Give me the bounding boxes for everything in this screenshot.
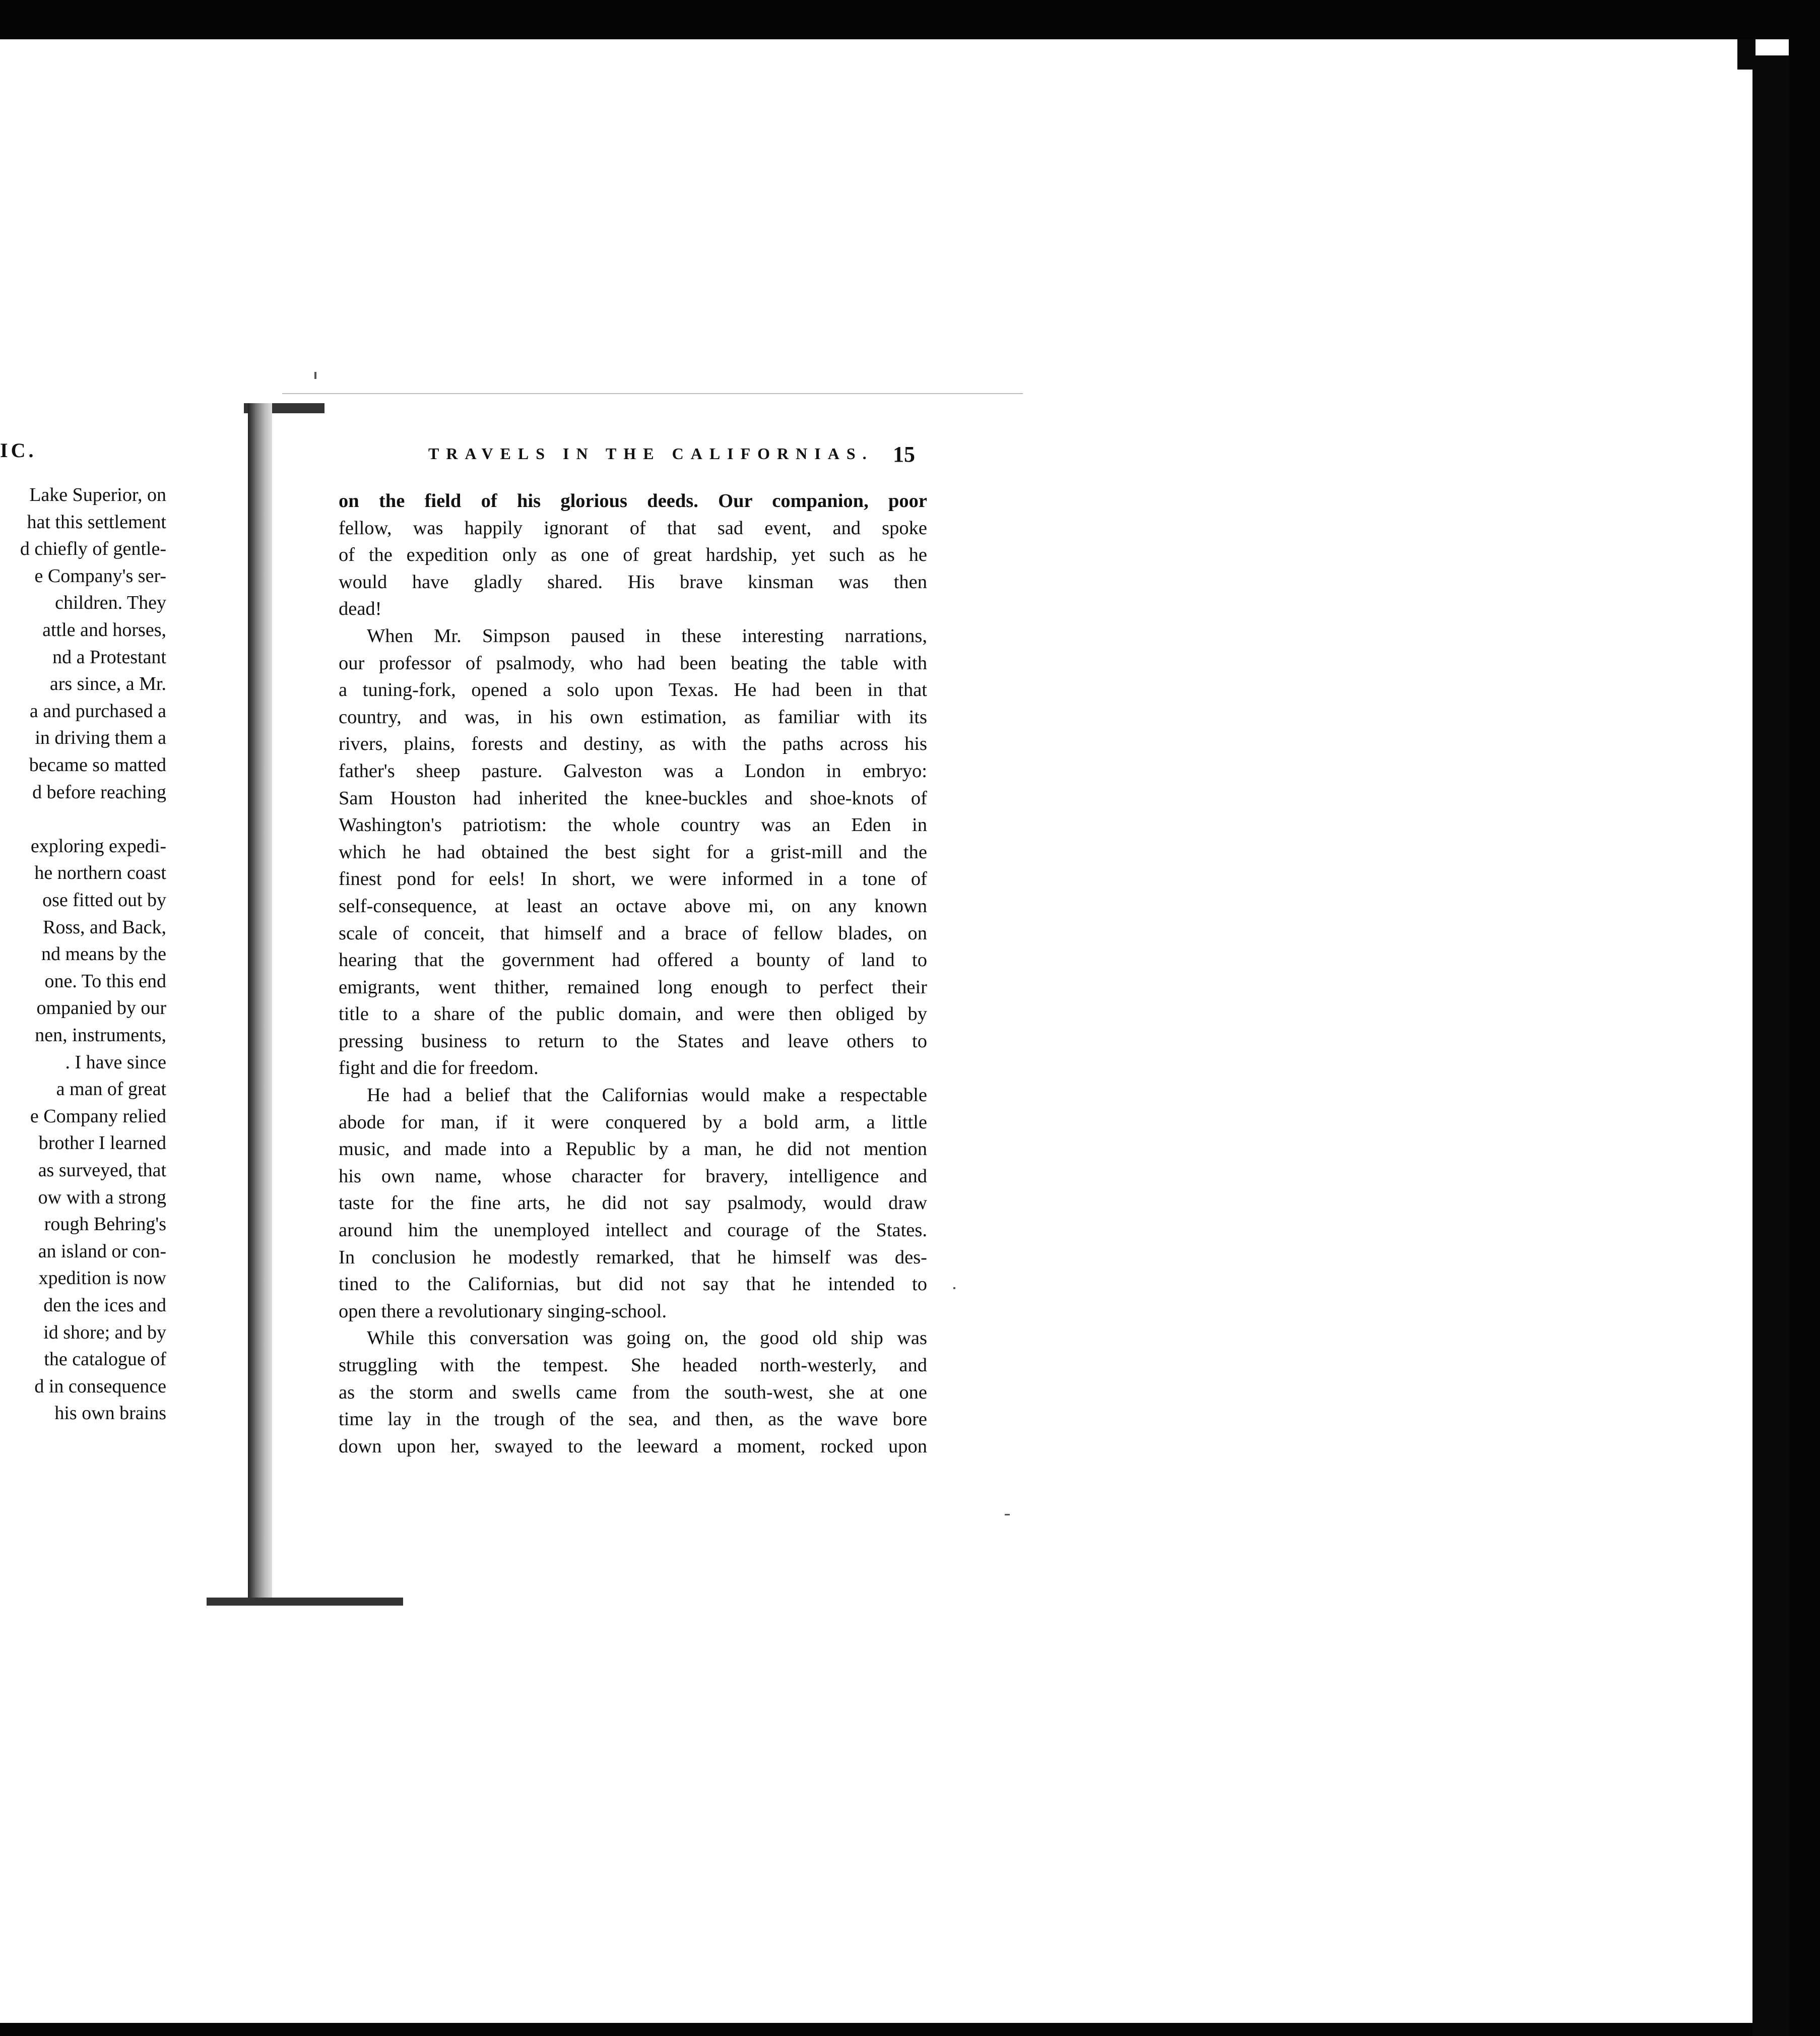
page-edge-notch (1737, 39, 1756, 70)
left-page-line: e Company relied (30, 1105, 166, 1127)
left-page-line: ompanied by our (36, 997, 166, 1019)
left-page-line: id shore; and by (43, 1321, 166, 1343)
left-page-line: his own brains (54, 1403, 166, 1424)
left-page-line: ow with a strong (38, 1186, 166, 1208)
text-line: struggling with the tempest. She headed north-westerly, and (339, 1355, 927, 1376)
left-page-line: a man of great (56, 1078, 166, 1100)
left-page-line: d in consequence (34, 1375, 166, 1397)
scan-speck (314, 372, 316, 379)
left-page-line: attle and horses, (42, 619, 166, 641)
text-line: scale of conceit, that himself and a brace of fellow blades, on (339, 922, 927, 944)
scan-border-top (0, 0, 1820, 39)
text-line: which he had obtained the best sight for a grist-mill and the (339, 841, 927, 863)
left-page-line: became so matted (29, 754, 166, 776)
text-line: pressing business to return to the States and leave others to (339, 1030, 927, 1052)
text-line: as the storm and swells came from the south-west, she at one (339, 1381, 927, 1403)
binding-bottom-edge (207, 1598, 403, 1606)
left-page-line: rough Behring's (44, 1214, 166, 1235)
left-page-line: e Company's ser- (34, 565, 166, 587)
top-rule (282, 393, 1023, 394)
left-page-line: hat this settlement (27, 511, 166, 533)
text-line: father's sheep pasture. Galveston was a London in embryo: (339, 760, 927, 782)
left-page-line: ose fitted out by (42, 889, 166, 911)
scan-speck (1005, 1514, 1010, 1515)
left-page-line: ars since, a Mr. (49, 673, 166, 695)
text-line: abode for man, if it were conquered by a bold arm, a little (339, 1111, 927, 1133)
left-page-line: an island or con- (38, 1240, 166, 1262)
left-page-line: nd a Protestant (52, 646, 166, 668)
left-page-line: . I have since (65, 1051, 166, 1073)
book-gutter (248, 403, 272, 1603)
left-page-line: in driving them a (35, 727, 166, 749)
text-line: time lay in the trough of the sea, and then, as the wave bore (339, 1409, 927, 1430)
text-line: emigrants, went thither, remained long enough to perfect their (339, 976, 927, 998)
text-line: While this conversation was going on, the good old ship was (367, 1327, 927, 1349)
scan-border-bottom (0, 2023, 1820, 2036)
text-line: open there a revolutionary singing-school. (339, 1300, 667, 1322)
left-page-line: the catalogue of (44, 1349, 166, 1370)
left-page-line: as surveyed, that (38, 1160, 166, 1181)
running-head: TRAVELS IN THE CALIFORNIAS. (428, 444, 874, 463)
left-page-line: d before reaching (32, 781, 166, 803)
left-page-line: one. To this end (44, 970, 166, 992)
left-page-line: d chiefly of gentle- (20, 538, 166, 560)
text-line: Washington's patriotism: the whole country was an Eden in (339, 814, 927, 836)
text-line: on the field of his glorious deeds. Our companion, poor (339, 490, 927, 512)
left-page-line: brother I learned (38, 1132, 166, 1154)
left-page-line: den the ices and (43, 1295, 166, 1316)
page-edge-shadow (1752, 55, 1789, 2036)
left-page-line: Ross, and Back, (43, 916, 166, 938)
text-line: hearing that the government had offered a bounty of land to (339, 949, 927, 971)
text-line: He had a belief that the Californias would make a respectable (367, 1085, 927, 1106)
text-line: self-consequence, at least an octave above mi, on any known (339, 895, 927, 917)
left-page-line: nen, instruments, (35, 1025, 166, 1046)
text-line: When Mr. Simpson paused in these interesting narrations, (367, 625, 927, 647)
left-page-line: children. They (55, 592, 166, 614)
left-page-line: xpedition is now (38, 1267, 166, 1289)
text-line: fellow, was happily ignorant of that sad event, and spoke (339, 517, 927, 539)
text-line: would have gladly shared. His brave kinsman was then (339, 571, 927, 593)
text-line: tined to the Californias, but did not say that he intended to (339, 1274, 927, 1295)
left-page-header-fragment: IC. (0, 439, 37, 462)
left-page-line: he northern coast (34, 862, 166, 884)
text-line: dead! (339, 598, 382, 620)
text-line: his own name, whose character for bravery, intelligence and (339, 1165, 927, 1187)
left-page-line: exploring expedi- (30, 835, 166, 857)
left-page-line: a and purchased a (29, 700, 166, 722)
text-line: our professor of psalmody, who had been beating the table with (339, 652, 927, 674)
left-page-line: Lake Superior, on (29, 484, 166, 505)
text-line: finest pond for eels! In short, we were informed in a tone of (339, 868, 927, 890)
page-number: 15 (893, 442, 915, 467)
text-line: In conclusion he modestly remarked, that he himself was des- (339, 1246, 927, 1268)
text-line: rivers, plains, forests and destiny, as with the paths across his (339, 733, 927, 755)
text-line: Sam Houston had inherited the knee-buckles and shoe-knots of (339, 787, 927, 809)
text-line: of the expedition only as one of great hardship, yet such as he (339, 544, 927, 566)
text-line: country, and was, in his own estimation, as familiar with its (339, 706, 927, 728)
text-line: fight and die for freedom. (339, 1057, 539, 1079)
text-line: a tuning-fork, opened a solo upon Texas. He had been in that (339, 679, 927, 701)
text-line: down upon her, swayed to the leeward a moment, rocked upon (339, 1435, 927, 1457)
scan-border-right (1789, 0, 1820, 2036)
text-line: taste for the fine arts, he did not say psalmody, would draw (339, 1192, 927, 1214)
text-line: around him the unemployed intellect and courage of the States. (339, 1220, 927, 1241)
body-text (339, 488, 927, 1460)
text-line: music, and made into a Republic by a man, he did not mention (339, 1138, 927, 1160)
text-line: title to a share of the public domain, and were then obliged by (339, 1003, 927, 1025)
scan-speck (953, 1287, 955, 1289)
left-page-line: nd means by the (41, 943, 166, 965)
